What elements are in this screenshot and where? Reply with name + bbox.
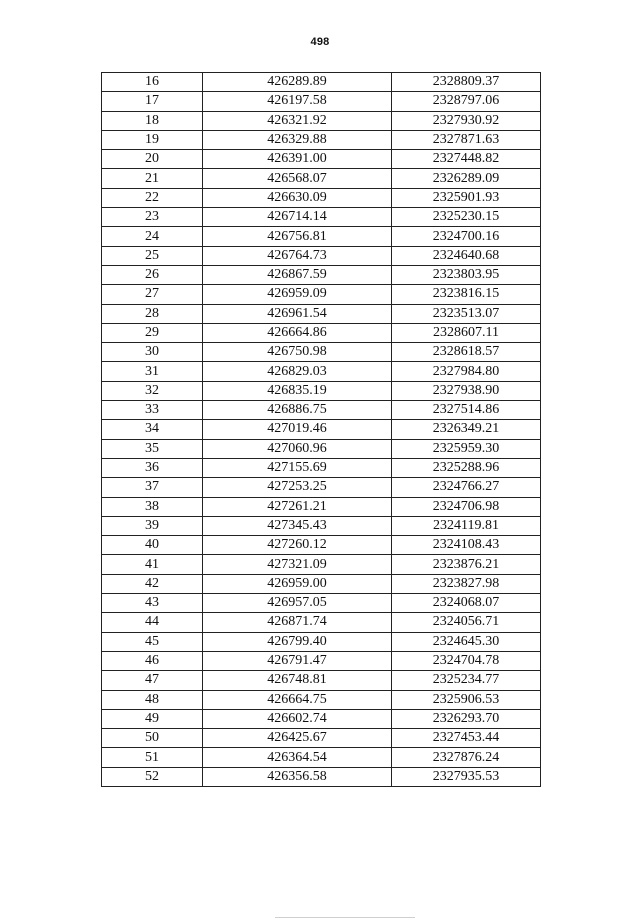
x-coordinate-cell: 426750.98 (203, 343, 392, 362)
y-coordinate-cell: 2323876.21 (392, 555, 541, 574)
point-number-cell: 43 (102, 594, 203, 613)
y-coordinate-cell: 2325901.93 (392, 188, 541, 207)
table-row (102, 671, 541, 690)
y-coordinate-cell: 2326293.70 (392, 709, 541, 728)
point-number-cell: 40 (102, 536, 203, 555)
x-coordinate-cell: 427253.25 (203, 478, 392, 497)
x-coordinate-cell: 427261.21 (203, 497, 392, 516)
page-number: 498 (310, 36, 330, 48)
y-coordinate-cell: 2323827.98 (392, 574, 541, 593)
table-row (102, 401, 541, 420)
point-number-cell: 30 (102, 343, 203, 362)
table-row (102, 150, 541, 169)
point-number-cell: 37 (102, 478, 203, 497)
x-coordinate-cell: 426329.88 (203, 130, 392, 149)
x-coordinate-cell: 426835.19 (203, 381, 392, 400)
point-number-cell: 26 (102, 265, 203, 284)
table-row (102, 574, 541, 593)
table-row (102, 169, 541, 188)
y-coordinate-cell: 2324056.71 (392, 613, 541, 632)
point-number-cell: 48 (102, 690, 203, 709)
y-coordinate-cell: 2324108.43 (392, 536, 541, 555)
y-coordinate-cell: 2324704.78 (392, 651, 541, 670)
point-number-cell: 29 (102, 323, 203, 342)
x-coordinate-cell: 426197.58 (203, 92, 392, 111)
x-coordinate-cell: 426959.09 (203, 285, 392, 304)
table-row (102, 632, 541, 651)
point-number-cell: 44 (102, 613, 203, 632)
table-row (102, 208, 541, 227)
table-row (102, 285, 541, 304)
table-row (102, 767, 541, 786)
point-number-cell: 17 (102, 92, 203, 111)
point-number-cell: 27 (102, 285, 203, 304)
y-coordinate-cell: 2327453.44 (392, 729, 541, 748)
y-coordinate-cell: 2326289.09 (392, 169, 541, 188)
y-coordinate-cell: 2328618.57 (392, 343, 541, 362)
y-coordinate-cell: 2324119.81 (392, 516, 541, 535)
point-number-cell: 22 (102, 188, 203, 207)
x-coordinate-cell: 426356.58 (203, 767, 392, 786)
point-number-cell: 16 (102, 73, 203, 92)
table-row (102, 497, 541, 516)
point-number-cell: 24 (102, 227, 203, 246)
x-coordinate-cell: 426321.92 (203, 111, 392, 130)
table-row (102, 304, 541, 323)
y-coordinate-cell: 2327984.80 (392, 362, 541, 381)
y-coordinate-cell: 2324766.27 (392, 478, 541, 497)
table-row (102, 111, 541, 130)
point-number-cell: 49 (102, 709, 203, 728)
x-coordinate-cell: 427345.43 (203, 516, 392, 535)
point-number-cell: 45 (102, 632, 203, 651)
y-coordinate-cell: 2325288.96 (392, 458, 541, 477)
x-coordinate-cell: 426791.47 (203, 651, 392, 670)
point-number-cell: 46 (102, 651, 203, 670)
y-coordinate-cell: 2324640.68 (392, 246, 541, 265)
table-row (102, 478, 541, 497)
x-coordinate-cell: 427019.46 (203, 420, 392, 439)
x-coordinate-cell: 426867.59 (203, 265, 392, 284)
table-row (102, 594, 541, 613)
x-coordinate-cell: 426886.75 (203, 401, 392, 420)
table-row (102, 613, 541, 632)
coordinate-table (101, 72, 541, 787)
x-coordinate-cell: 426799.40 (203, 632, 392, 651)
point-number-cell: 34 (102, 420, 203, 439)
table-row (102, 227, 541, 246)
point-number-cell: 52 (102, 767, 203, 786)
x-coordinate-cell: 426664.75 (203, 690, 392, 709)
y-coordinate-cell: 2328607.11 (392, 323, 541, 342)
y-coordinate-cell: 2328809.37 (392, 73, 541, 92)
point-number-cell: 31 (102, 362, 203, 381)
y-coordinate-cell: 2327514.86 (392, 401, 541, 420)
point-number-cell: 21 (102, 169, 203, 188)
x-coordinate-cell: 426748.81 (203, 671, 392, 690)
table-row (102, 362, 541, 381)
table-row (102, 516, 541, 535)
table-row (102, 323, 541, 342)
table-row (102, 458, 541, 477)
x-coordinate-cell: 426714.14 (203, 208, 392, 227)
point-number-cell: 20 (102, 150, 203, 169)
point-number-cell: 18 (102, 111, 203, 130)
table-row (102, 92, 541, 111)
y-coordinate-cell: 2327876.24 (392, 748, 541, 767)
table-row (102, 73, 541, 92)
y-coordinate-cell: 2325906.53 (392, 690, 541, 709)
x-coordinate-cell: 426871.74 (203, 613, 392, 632)
x-coordinate-cell: 427260.12 (203, 536, 392, 555)
footer-rule (275, 917, 415, 918)
point-number-cell: 41 (102, 555, 203, 574)
point-number-cell: 35 (102, 439, 203, 458)
x-coordinate-cell: 426764.73 (203, 246, 392, 265)
y-coordinate-cell: 2327935.53 (392, 767, 541, 786)
x-coordinate-cell: 426664.86 (203, 323, 392, 342)
table-row (102, 555, 541, 574)
x-coordinate-cell: 426829.03 (203, 362, 392, 381)
x-coordinate-cell: 427155.69 (203, 458, 392, 477)
y-coordinate-cell: 2327930.92 (392, 111, 541, 130)
x-coordinate-cell: 426568.07 (203, 169, 392, 188)
x-coordinate-cell: 426959.00 (203, 574, 392, 593)
point-number-cell: 39 (102, 516, 203, 535)
x-coordinate-cell: 426961.54 (203, 304, 392, 323)
table-row (102, 439, 541, 458)
point-number-cell: 50 (102, 729, 203, 748)
x-coordinate-cell: 426364.54 (203, 748, 392, 767)
x-coordinate-cell: 427060.96 (203, 439, 392, 458)
y-coordinate-cell: 2324645.30 (392, 632, 541, 651)
point-number-cell: 23 (102, 208, 203, 227)
x-coordinate-cell: 426630.09 (203, 188, 392, 207)
point-number-cell: 28 (102, 304, 203, 323)
table-row (102, 651, 541, 670)
x-coordinate-cell: 427321.09 (203, 555, 392, 574)
table-row (102, 536, 541, 555)
point-number-cell: 42 (102, 574, 203, 593)
table-row (102, 188, 541, 207)
y-coordinate-cell: 2324068.07 (392, 594, 541, 613)
table-row (102, 130, 541, 149)
x-coordinate-cell: 426957.05 (203, 594, 392, 613)
x-coordinate-cell: 426756.81 (203, 227, 392, 246)
table-row (102, 748, 541, 767)
point-number-cell: 32 (102, 381, 203, 400)
x-coordinate-cell: 426289.89 (203, 73, 392, 92)
y-coordinate-cell: 2323803.95 (392, 265, 541, 284)
table-row (102, 265, 541, 284)
x-coordinate-cell: 426391.00 (203, 150, 392, 169)
point-number-cell: 38 (102, 497, 203, 516)
coordinate-table-body (102, 73, 541, 787)
point-number-cell: 25 (102, 246, 203, 265)
table-row (102, 381, 541, 400)
point-number-cell: 19 (102, 130, 203, 149)
table-row (102, 246, 541, 265)
point-number-cell: 51 (102, 748, 203, 767)
y-coordinate-cell: 2325959.30 (392, 439, 541, 458)
x-coordinate-cell: 426602.74 (203, 709, 392, 728)
y-coordinate-cell: 2327448.82 (392, 150, 541, 169)
y-coordinate-cell: 2323816.15 (392, 285, 541, 304)
y-coordinate-cell: 2323513.07 (392, 304, 541, 323)
y-coordinate-cell: 2326349.21 (392, 420, 541, 439)
table-row (102, 729, 541, 748)
table-row (102, 709, 541, 728)
table-row (102, 690, 541, 709)
y-coordinate-cell: 2327938.90 (392, 381, 541, 400)
point-number-cell: 47 (102, 671, 203, 690)
y-coordinate-cell: 2324706.98 (392, 497, 541, 516)
table-row (102, 420, 541, 439)
point-number-cell: 36 (102, 458, 203, 477)
table-row (102, 343, 541, 362)
y-coordinate-cell: 2327871.63 (392, 130, 541, 149)
y-coordinate-cell: 2324700.16 (392, 227, 541, 246)
x-coordinate-cell: 426425.67 (203, 729, 392, 748)
y-coordinate-cell: 2325234.77 (392, 671, 541, 690)
y-coordinate-cell: 2325230.15 (392, 208, 541, 227)
y-coordinate-cell: 2328797.06 (392, 92, 541, 111)
point-number-cell: 33 (102, 401, 203, 420)
